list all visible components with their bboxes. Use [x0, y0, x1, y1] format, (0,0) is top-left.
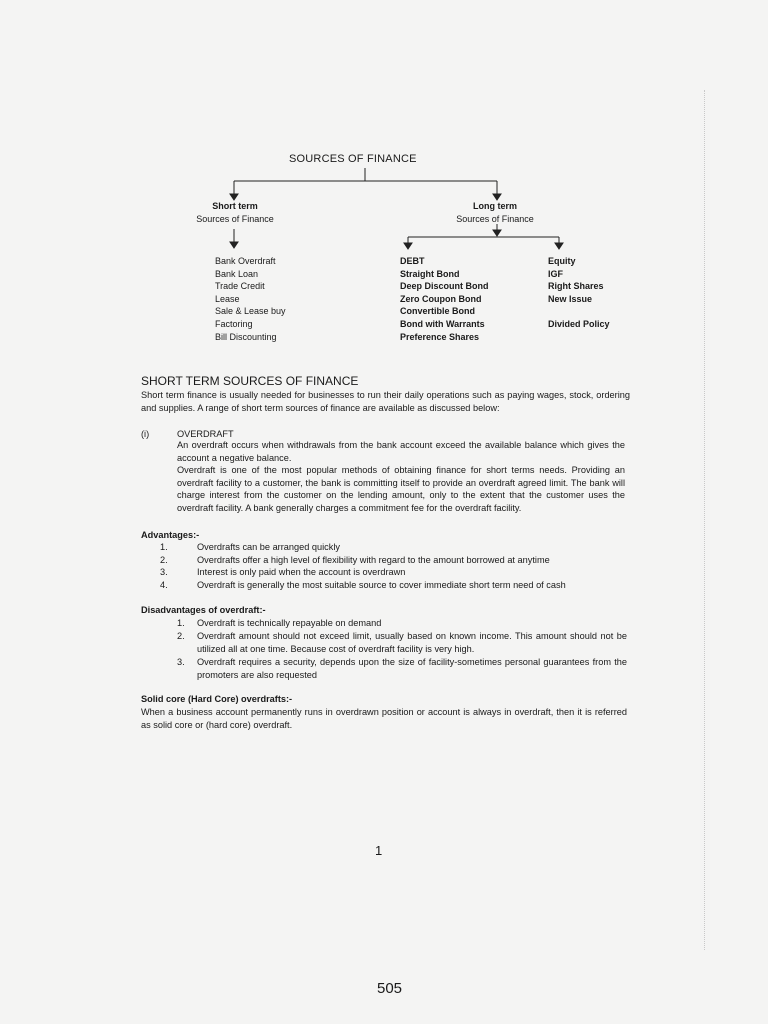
- list-item: Factoring: [215, 318, 253, 329]
- list-number: 4.: [160, 579, 168, 590]
- overdraft-marker: (i): [141, 429, 150, 439]
- short-term-label-line2: Sources of Finance: [196, 213, 274, 224]
- list-item: Lease: [215, 293, 240, 304]
- list-number: 1.: [177, 618, 185, 628]
- page-number: 1: [375, 843, 383, 858]
- list-item: Equity: [548, 256, 576, 266]
- list-item: Bill Discounting: [215, 331, 277, 342]
- debt-list: [400, 255, 489, 343]
- list-item: New Issue: [548, 293, 593, 304]
- equity-arrow: [555, 243, 563, 249]
- list-number: 2.: [177, 631, 185, 641]
- list-item: Trade Credit: [215, 281, 265, 292]
- list-item: Convertible Bond: [400, 306, 476, 317]
- solid-core-heading: Solid core (Hard Core) overdrafts:-: [141, 694, 293, 704]
- short-term-list: [215, 255, 286, 343]
- list-item: Overdraft is generally the most suitable source to cover immediate short term need of cash: [197, 579, 566, 590]
- long-term-down-arrow: [493, 230, 501, 236]
- list-item: [548, 305, 610, 318]
- advantages-heading: Advantages:-: [141, 530, 200, 540]
- list-item: Bond with Warrants: [400, 318, 485, 329]
- list-number: 1.: [160, 542, 168, 552]
- list-item: Deep Discount Bond: [400, 281, 489, 292]
- list-number: 3.: [177, 657, 185, 667]
- equity-list: [548, 255, 610, 331]
- list-item: Preference Shares: [400, 331, 480, 342]
- disadvantages-heading: Disadvantages of overdraft:-: [141, 605, 266, 615]
- list-item: Overdraft amount should not exceed limit, usually based on known income. This amount should not be utilized all at one time. Because cost of overdraft facility is very high.: [197, 631, 627, 654]
- solid-core-text: When a business account permanently runs in overdrawn position or account is always in overdraft, then it is referred as solid core or (hard core) overdraft.: [141, 707, 627, 730]
- list-item: Bank Overdraft: [215, 256, 276, 266]
- advantages-list: [197, 541, 566, 591]
- list-item: Right Shares: [548, 281, 604, 292]
- short-term-items-arrow: [230, 242, 238, 248]
- list-item: Overdrafts offer a high level of flexibility with regard to the amount borrowed at anytime: [197, 554, 550, 565]
- list-number: 3.: [160, 567, 168, 578]
- list-item: Overdrafts can be arranged quickly: [197, 542, 340, 552]
- list-number: 2.: [160, 554, 168, 565]
- overdraft-explanation: Overdraft is one of the most popular methods of obtaining finance for short terms needs. Providing an overdraft facility to a customer, the bank is committing itself to provide an overdraft agreed limit. The bank will charge interest from the customer on the lending amount, only to the extent that the customer uses the overdraft facility. A bank generally charges a commitment fee for the overdraft facility.: [177, 465, 625, 513]
- short-term-label-line1: Short term: [212, 201, 258, 211]
- long-term-label-line2: Sources of Finance: [456, 213, 534, 224]
- short-term-label: [185, 200, 285, 225]
- overdraft-title: OVERDRAFT: [177, 429, 234, 439]
- list-item: Bank Loan: [215, 268, 259, 279]
- overdraft-definition: An overdraft occurs when withdrawals from the bank account exceed the available balance which gives the account a negative balance.: [177, 440, 625, 463]
- list-item: DEBT: [400, 256, 425, 266]
- diagram-title: SOURCES OF FINANCE: [289, 153, 417, 165]
- section-heading: SHORT TERM SOURCES OF FINANCE: [141, 374, 359, 388]
- intro-paragraph: Short term finance is usually needed for businesses to run their daily operations such as paying wages, stock, ordering and supplies. A range of short term sources of finance are available as discussed below:: [141, 390, 630, 413]
- list-item: Overdraft is technically repayable on demand: [197, 618, 382, 628]
- list-item: Zero Coupon Bond: [400, 293, 482, 304]
- list-item: Sale & Lease buy: [215, 306, 286, 317]
- list-item: Interest is only paid when the account is overdrawn: [197, 567, 406, 578]
- long-term-label-line1: Long term: [473, 201, 517, 211]
- debt-arrow: [404, 243, 412, 249]
- list-item: Overdraft requires a security, depends upon the size of facility-sometimes personal guarantees from the promoters are also requested: [197, 657, 627, 680]
- list-item: Divided Policy: [548, 318, 610, 329]
- list-item: Straight Bond: [400, 268, 460, 279]
- long-term-label: [440, 200, 550, 225]
- list-item: IGF: [548, 268, 563, 279]
- advantages-numbers: [160, 541, 168, 591]
- book-page-number: 505: [377, 980, 403, 997]
